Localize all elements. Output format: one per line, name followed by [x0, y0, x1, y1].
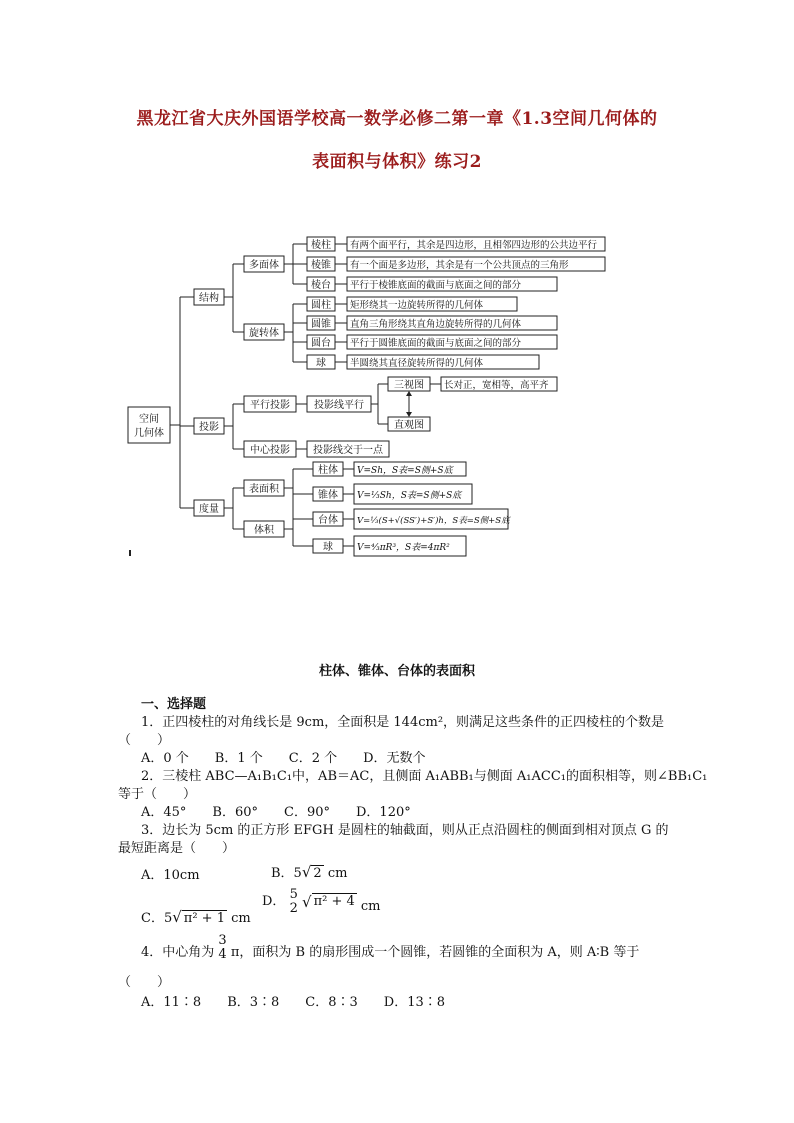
map-volume: 体积 [254, 525, 274, 536]
concept-map [0, 220, 794, 565]
part-label: 一、选择题 [141, 697, 207, 712]
map-three-view: 三视图 [394, 380, 424, 391]
map-m-sphere-formula: V=⁴⁄₃πR³，S表=4πR² [357, 543, 450, 553]
map-m-prism-formula: V=Sh，S表=S侧+S底 [357, 466, 453, 476]
q3-line2: 最短距离是（ ） [118, 841, 236, 856]
map-m-pyramid-formula: V=⅓Sh，S表=S侧+S底 [357, 491, 462, 501]
q4-line2: （ ） [118, 975, 171, 990]
map-cfrustum-def: 平行于圆锥底面的截面与底面之间的部分 [350, 338, 522, 349]
doc-title-line1: 黑龙江省大庆外国语学校高一数学必修二第一章《1.3空间几何体的 [136, 109, 658, 129]
q3-option-d: D． 5 2 √ π² + 4 cm [262, 887, 381, 916]
map-sphere-def: 半圆绕其直径旋转所得的几何体 [350, 358, 484, 369]
map-rotation: 旋转体 [249, 328, 279, 339]
q1-options: A．0 个 B．1 个 C．2 个 D．无数个 [141, 751, 426, 766]
map-pyramid: 棱锥 [311, 260, 331, 271]
q1-line2: （ ） [118, 733, 171, 748]
map-m-prism: 柱体 [318, 465, 338, 476]
map-pyramid-def: 有一个面是多边形，其余是有一个公共顶点的三角形 [350, 260, 569, 271]
map-prism: 棱柱 [311, 240, 331, 251]
map-root-line1: 空间 [139, 414, 159, 425]
map-polyhedron: 多面体 [249, 260, 279, 271]
q3-option-a: A．10cm [141, 868, 200, 883]
q4-line1: 4．中心角为 3 4 π，面积为 B 的扇形围成一个圆锥，若圆锥的全面积为 A，则 A∶B 等于 [141, 933, 640, 962]
map-sphere: 球 [316, 358, 326, 369]
map-m-pyramid: 锥体 [318, 490, 338, 501]
section-heading: 柱体、锥体、台体的表面积 [318, 664, 475, 679]
q2-line1: 2．三棱柱 ABC—A₁B₁C₁中，AB＝AC，且侧面 A₁ABB₁与侧面 A₁ACC₁的面积相等，则∠BB₁C₁ [141, 769, 708, 784]
map-cone-def: 直角三角形绕其直角边旋转所得的几何体 [350, 319, 522, 330]
map-m-sphere: 球 [323, 542, 333, 553]
q3-option-c: C．5√ π² + 1 cm [141, 908, 251, 926]
map-central-rays: 投影线交于一点 [313, 445, 383, 456]
q2-line2: 等于（ ） [118, 787, 197, 802]
map-root-line2: 几何体 [134, 428, 164, 439]
map-frustum-def: 平行于棱锥底面的截面与底面之间的部分 [350, 280, 522, 291]
map-structure: 结构 [199, 293, 219, 304]
map-cylinder-def: 矩形绕其一边旋转所得的几何体 [350, 300, 484, 311]
map-prism-def: 有两个面平行，其余是四边形，且相邻四边形的公共边平行 [350, 240, 598, 251]
map-cone: 圆锥 [311, 319, 331, 330]
map-parallel-rays: 投影线平行 [314, 400, 364, 411]
map-frustum: 棱台 [311, 280, 331, 291]
map-central-proj: 中心投影 [250, 445, 290, 456]
doc-title-line2: 表面积与体积》练习2 [312, 152, 482, 172]
map-measure: 度量 [199, 504, 219, 515]
q3-line1: 3．边长为 5cm 的正方形 EFGH 是圆柱的轴截面，则从正点沿圆柱的侧面到相对顶点 G 的 [141, 823, 669, 838]
map-m-frustum-formula: V=⅓(S+√(SS′)+S′)h，S表=S侧+S底 [357, 516, 510, 526]
map-m-frustum: 台体 [318, 515, 338, 526]
map-intuitive: 直观图 [394, 420, 424, 431]
map-projection: 投影 [199, 422, 219, 433]
map-surface-area: 表面积 [249, 484, 279, 495]
map-three-view-rule: 长对正，宽相等，高平齐 [444, 380, 549, 391]
q4-options: A．11∶8 B．3∶8 C．8∶3 D．13∶8 [141, 995, 446, 1010]
q1-line1: 1．正四棱柱的对角线长是 9cm，全面积是 144cm²，则满足这些条件的正四棱柱的个数是 [141, 715, 665, 730]
map-parallel-proj: 平行投影 [250, 400, 290, 411]
q2-options: A．45° B．60° C．90° D．120° [141, 805, 411, 820]
q3-option-b: B．5√ 2 cm [271, 863, 348, 881]
map-cylinder: 圆柱 [311, 300, 331, 311]
map-cfrustum: 圆台 [311, 338, 331, 349]
